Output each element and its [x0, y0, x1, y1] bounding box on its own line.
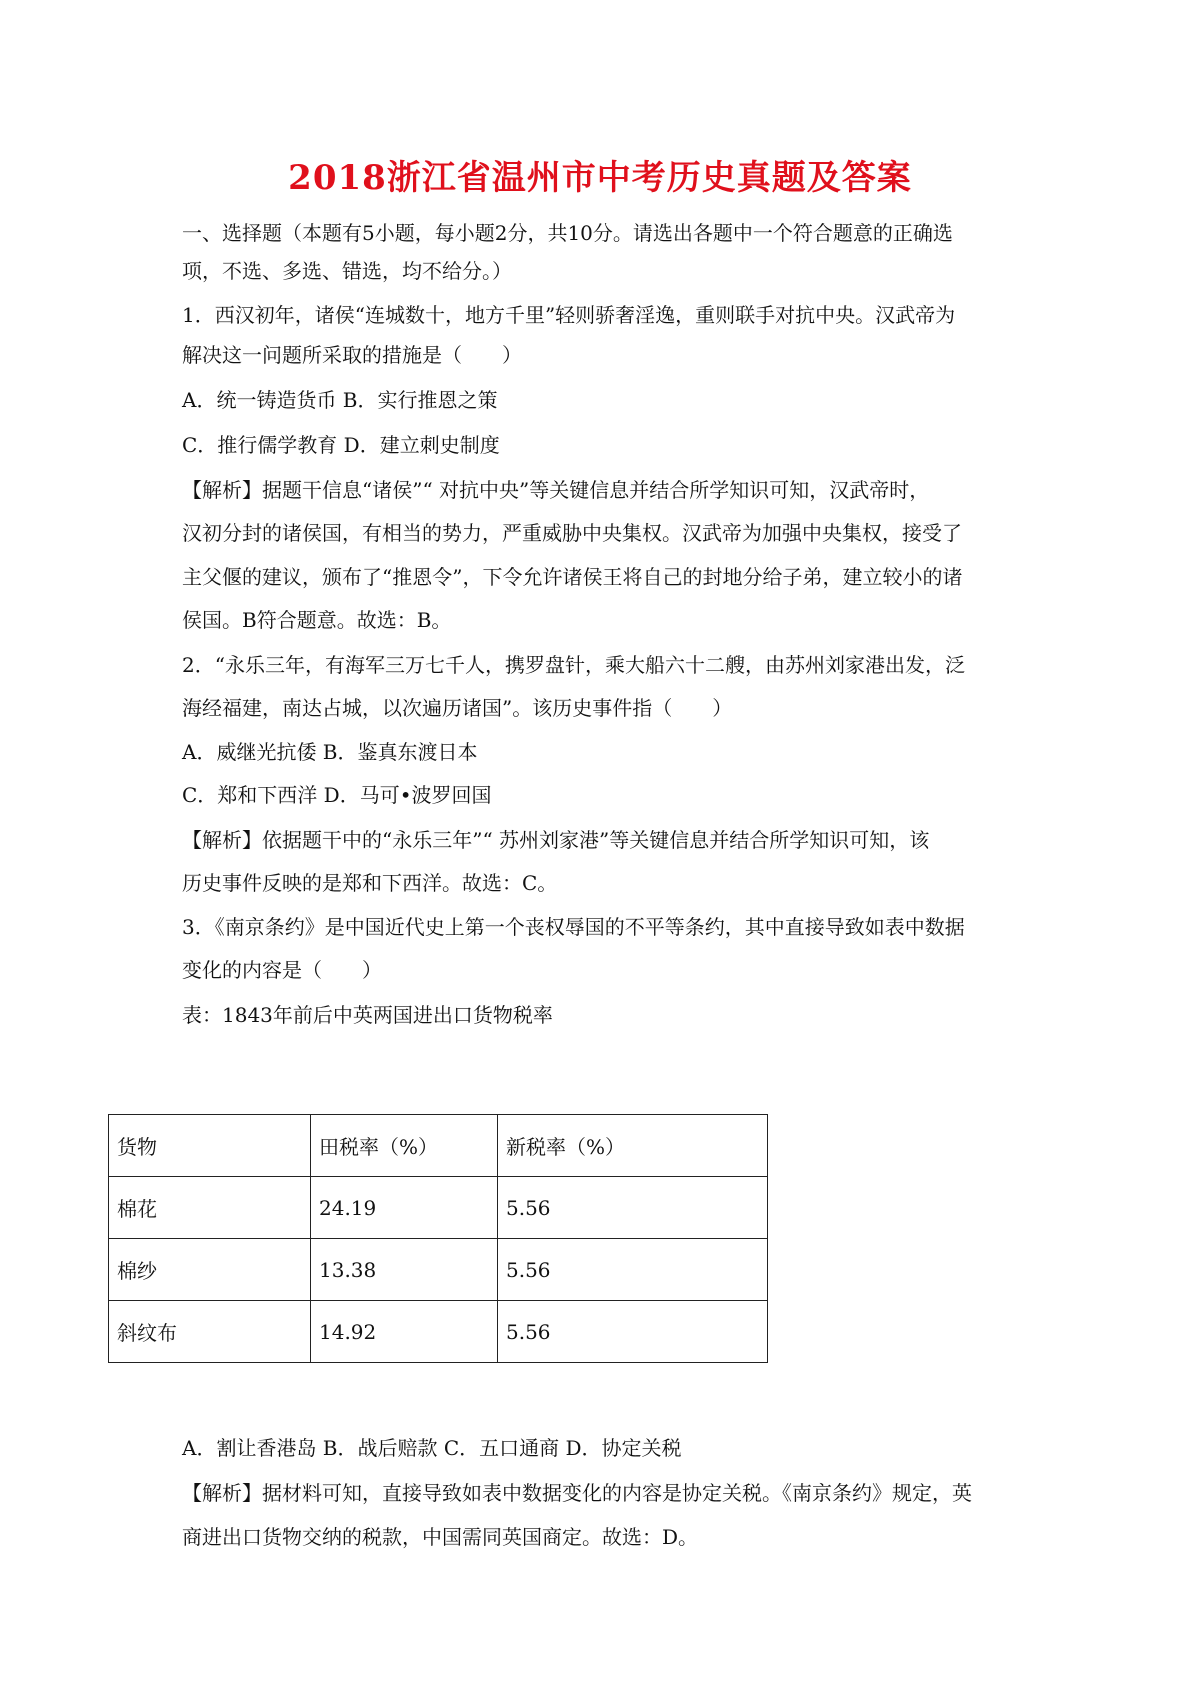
- q2-options-ab: A．威继光抗倭 B．鉴真东渡日本: [182, 740, 478, 764]
- table-cell: 5.56: [498, 1177, 768, 1239]
- q3-options: A．割让香港岛 B．战后赔款 C．五口通商 D．协定关税: [182, 1436, 682, 1460]
- table-header-cell: 新税率（%）: [498, 1115, 768, 1177]
- q3-analysis: 【解析】据材料可知，直接导致如表中数据变化的内容是协定关税。《南京条约》规定，英: [182, 1481, 972, 1505]
- q3-analysis-2: 商进出口货物交纳的税款，中国需同英国商定。故选：D。: [182, 1525, 699, 1549]
- table-cell: 棉花: [109, 1177, 311, 1239]
- q3-stem-cont: 变化的内容是（ ）: [182, 958, 382, 982]
- q1-stem-cont: 解决这一问题所采取的措施是（ ）: [182, 343, 522, 367]
- table-caption: 表：1843年前后中英两国进出口货物税率: [182, 1003, 553, 1027]
- table-cell: 5.56: [498, 1239, 768, 1301]
- table-cell: 14.92: [311, 1301, 498, 1363]
- table-header-row: [109, 1115, 768, 1177]
- table-header-cell: 货物: [109, 1115, 311, 1177]
- table-cell: 5.56: [498, 1301, 768, 1363]
- q1-analysis-2: 汉初分封的诸侯国，有相当的势力，严重威胁中央集权。汉武帝为加强中央集权，接受了: [182, 521, 962, 545]
- tax-rate-table: [108, 1114, 768, 1363]
- document-title: 2018浙江省温州市中考历史真题及答案: [288, 158, 912, 198]
- table-header-cell: 田税率（%）: [311, 1115, 498, 1177]
- q2-analysis-2: 历史事件反映的是郑和下西洋。故选：C。: [182, 871, 558, 895]
- q1-options-ab: A．统一铸造货币 B．实行推恩之策: [182, 388, 498, 412]
- q2-analysis: 【解析】依据题干中的“永乐三年”“ 苏州刘家港”等关键信息并结合所学知识可知，该: [182, 828, 930, 852]
- q1-analysis-3: 主父偃的建议，颁布了“推恩令”，下令允许诸侯王将自己的封地分给子弟，建立较小的诸: [182, 565, 963, 589]
- q1-analysis: 【解析】据题干信息“诸侯”“ 对抗中央”等关键信息并结合所学知识可知，汉武帝时，: [182, 478, 930, 502]
- q3-stem: 3．《南京条约》是中国近代史上第一个丧权辱国的不平等条约，其中直接导致如表中数据: [182, 915, 965, 939]
- table-cell: 斜纹布: [109, 1301, 311, 1363]
- q1-stem: 1．西汉初年，诸侯“连城数十，地方千里”轻则骄奢淫逸，重则联手对抗中央。汉武帝为: [182, 303, 956, 327]
- q1-options-cd: C．推行儒学教育 D．建立刺史制度: [182, 433, 500, 457]
- q1-analysis-4: 侯国。B符合题意。故选：B。: [182, 608, 452, 632]
- table-row: [109, 1177, 768, 1239]
- table-row: [109, 1301, 768, 1363]
- section-heading: 一、选择题（本题有5小题，每小题2分，共10分。请选出各题中一个符合题意的正确选: [182, 221, 953, 245]
- section-heading-cont: 项，不选、多选、错选，均不给分。）: [182, 259, 512, 283]
- table-cell: 棉纱: [109, 1239, 311, 1301]
- table-cell: 24.19: [311, 1177, 498, 1239]
- q2-stem: 2．“永乐三年，有海军三万七千人，携罗盘针，乘大船六十二艘，由苏州刘家港出发，泛: [182, 653, 965, 677]
- table-cell: 13.38: [311, 1239, 498, 1301]
- q2-stem-cont: 海经福建，南达占城，以次遍历诸国”。该历史事件指（ ）: [182, 696, 733, 720]
- table-row: [109, 1239, 768, 1301]
- q2-options-cd: C．郑和下西洋 D．马可•波罗回国: [182, 783, 492, 807]
